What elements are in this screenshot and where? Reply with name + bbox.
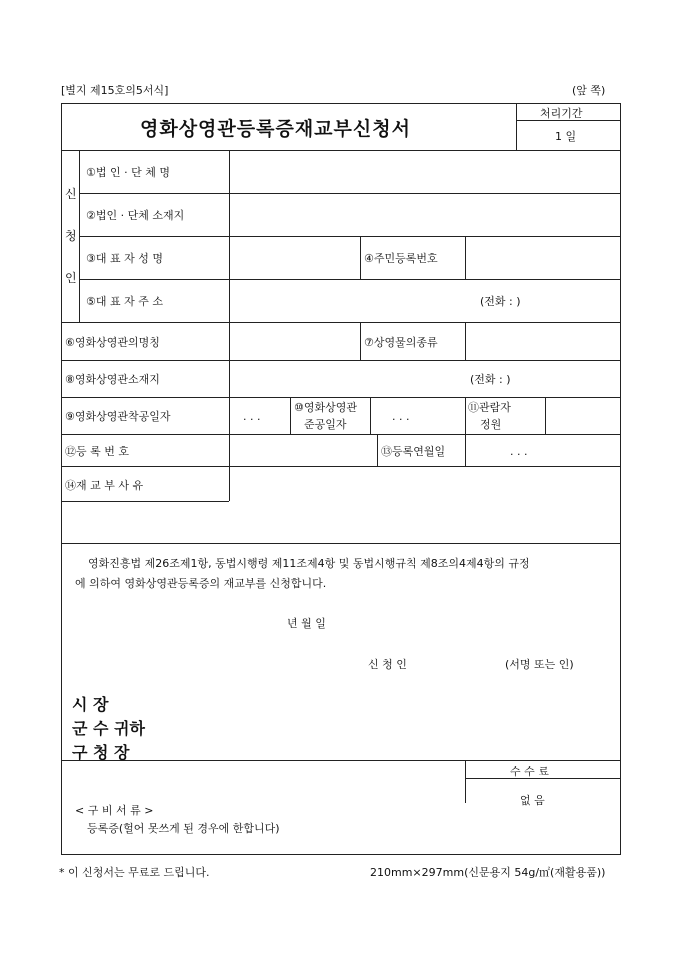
processing-period-value: 1 일 xyxy=(555,130,577,143)
capacity-label-1: ⑪관람자 xyxy=(468,401,511,414)
applicant-char-1: 신 xyxy=(65,187,77,201)
reissue-reason-label: ⑭재 교 부 사 유 xyxy=(65,479,144,492)
resident-no-label: ④주민등록번호 xyxy=(364,252,438,265)
fee-value: 없 음 xyxy=(520,794,545,807)
required-docs-label: < 구 비 서 류 > xyxy=(75,804,154,817)
paper-spec: 210mm×297mm(신문용지 54g/㎡(재활용품)) xyxy=(370,866,606,879)
construction-date-field[interactable]: . . . xyxy=(243,410,261,423)
screening-type-label: ⑦상영물의종류 xyxy=(364,336,438,349)
applicant-label: 신 청 인 xyxy=(368,658,407,671)
completion-date-label-2: 준공일자 xyxy=(304,418,347,431)
reg-number-label: ⑫등 록 번 호 xyxy=(65,445,129,458)
fee-label: 수 수 료 xyxy=(510,765,549,778)
signature-placeholder: (서명 또는 인) xyxy=(505,658,574,671)
recipient-district: 구 청 장 xyxy=(72,743,130,762)
recipient-county: 군 수 귀하 xyxy=(72,719,145,738)
required-docs-item: 등록증(헐어 못쓰게 된 경우에 한합니다) xyxy=(87,822,280,835)
application-date: 년 월 일 xyxy=(287,617,326,630)
form-title: 영화상영관등록증재교부신청서 xyxy=(140,118,411,140)
org-name-label: ①법 인 · 단 체 명 xyxy=(86,166,170,179)
rep-phone-label: (전화 : ) xyxy=(480,295,521,308)
theater-phone-label: (전화 : ) xyxy=(470,373,511,386)
capacity-label-2: 정원 xyxy=(480,418,502,431)
reg-date-label: ⑬등록연월일 xyxy=(381,445,446,458)
org-address-label: ②법인 · 단체 소재지 xyxy=(86,209,185,222)
theater-name-label: ⑥영화상영관의명칭 xyxy=(65,336,160,349)
applicant-char-2: 청 xyxy=(65,229,77,243)
statement-line-2: 에 의하여 영화상영관등록증의 재교부를 신청합니다. xyxy=(75,577,327,590)
processing-period-label: 처리기간 xyxy=(540,107,583,120)
reg-date-field[interactable]: . . . xyxy=(510,445,528,458)
completion-date-field[interactable]: . . . xyxy=(392,410,410,423)
rep-name-label: ③대 표 자 성 명 xyxy=(86,252,163,265)
page-side-label: (앞 쪽) xyxy=(572,84,606,97)
theater-location-label: ⑧영화상영관소재지 xyxy=(65,373,160,386)
form-number: [별지 제15호의5서식] xyxy=(61,84,169,97)
rep-address-label: ⑤대 표 자 주 소 xyxy=(86,295,163,308)
footer-note: * 이 신청서는 무료로 드립니다. xyxy=(59,866,210,879)
statement-line-1: 영화진흥법 제26조제1항, 동법시행령 제11조제4항 및 동법시행규칙 제8조의4제4항의 규정 xyxy=(88,557,530,570)
applicant-char-3: 인 xyxy=(65,271,77,285)
completion-date-label-1: ⑩영화상영관 xyxy=(294,401,357,414)
recipient-mayor: 시 장 xyxy=(72,695,109,714)
construction-date-label: ⑨영화상영관착공일자 xyxy=(65,410,171,423)
